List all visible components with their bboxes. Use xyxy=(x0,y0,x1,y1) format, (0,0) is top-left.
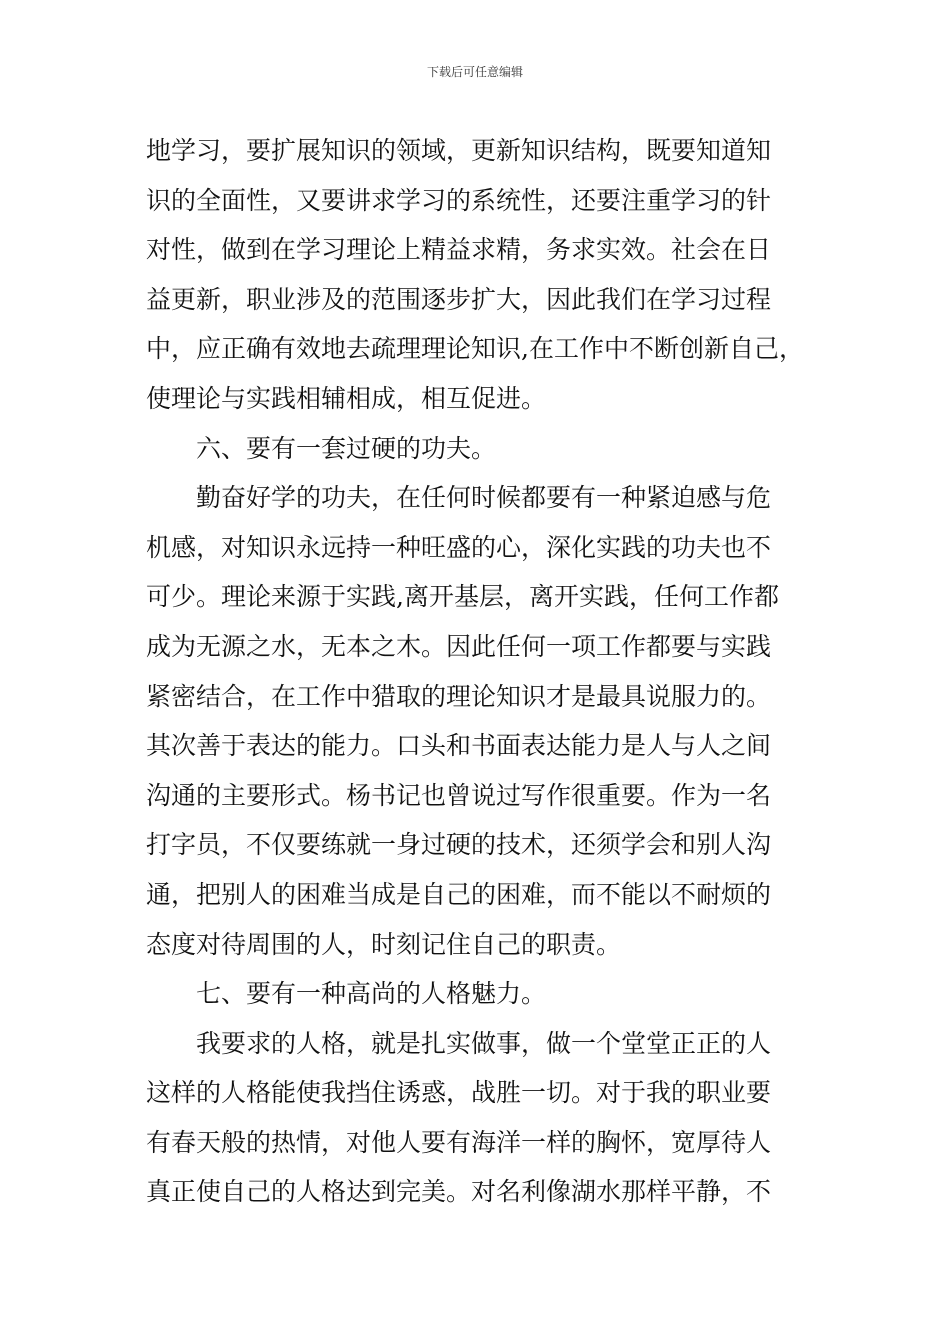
text-line: 使理论与实践相辅相成，相互促进。 xyxy=(146,383,547,413)
text-line: 有春天般的热情，对他人要有海洋一样的胸怀，宽厚待人 xyxy=(146,1127,772,1157)
text-line: 紧密结合，在工作中猎取的理论知识才是最具说服力的。 xyxy=(146,681,772,711)
text-line: 通，把别人的困难当成是自己的困难，而不能以不耐烦的 xyxy=(146,879,772,909)
text-line: 机感，对知识永远持一种旺盛的心，深化实践的功夫也不 xyxy=(146,532,772,562)
text-line: 可少。理论来源于实践,离开基层，离开实践，任何工作都 xyxy=(146,582,779,612)
body-text xyxy=(146,126,812,1217)
text-line: 其次善于表达的能力。口头和书面表达能力是人与人之间 xyxy=(146,731,772,761)
text-line: 益更新，职业涉及的范围逐步扩大，因此我们在学习过程 xyxy=(146,284,772,314)
text-line: 我要求的人格，就是扎实做事，做一个堂堂正正的人 xyxy=(196,1028,772,1058)
text-line: 真正使自己的人格达到完美。对名利像湖水那样平静，不 xyxy=(146,1177,772,1207)
text-line: 地学习，要扩展知识的领域，更新知识结构，既要知道知 xyxy=(146,136,772,165)
text-line: 沟通的主要形式。杨书记也曾说过写作很重要。作为一名 xyxy=(146,780,772,810)
page-header: 下载后可任意编辑 xyxy=(426,65,523,79)
text-line: 对性，做到在学习理论上精益求精，务求实效。社会在日 xyxy=(146,235,772,265)
section-heading: 六、要有一套过硬的功夫。 xyxy=(196,433,497,463)
text-line: 这样的人格能使我挡住诱惑，战胜一切。对于我的职业要 xyxy=(146,1078,772,1108)
text-line: 打字员，不仅要练就一身过硬的技术，还须学会和别人沟 xyxy=(146,830,772,860)
text-line: 中，应正确有效地去疏理理论知识,在工作中不断创新自己， xyxy=(146,334,804,364)
text-line: 识的全面性，又要讲求学习的系统性，还要注重学习的针 xyxy=(146,185,772,215)
text-line: 成为无源之水，无本之木。因此任何一项工作都要与实践 xyxy=(146,631,772,661)
section-heading: 七、要有一种高尚的人格魅力。 xyxy=(196,979,547,1009)
text-line: 态度对待周围的人，时刻记住自己的职责。 xyxy=(146,929,622,959)
text-line: 勤奋好学的功夫，在任何时候都要有一种紧迫感与危 xyxy=(196,483,772,513)
